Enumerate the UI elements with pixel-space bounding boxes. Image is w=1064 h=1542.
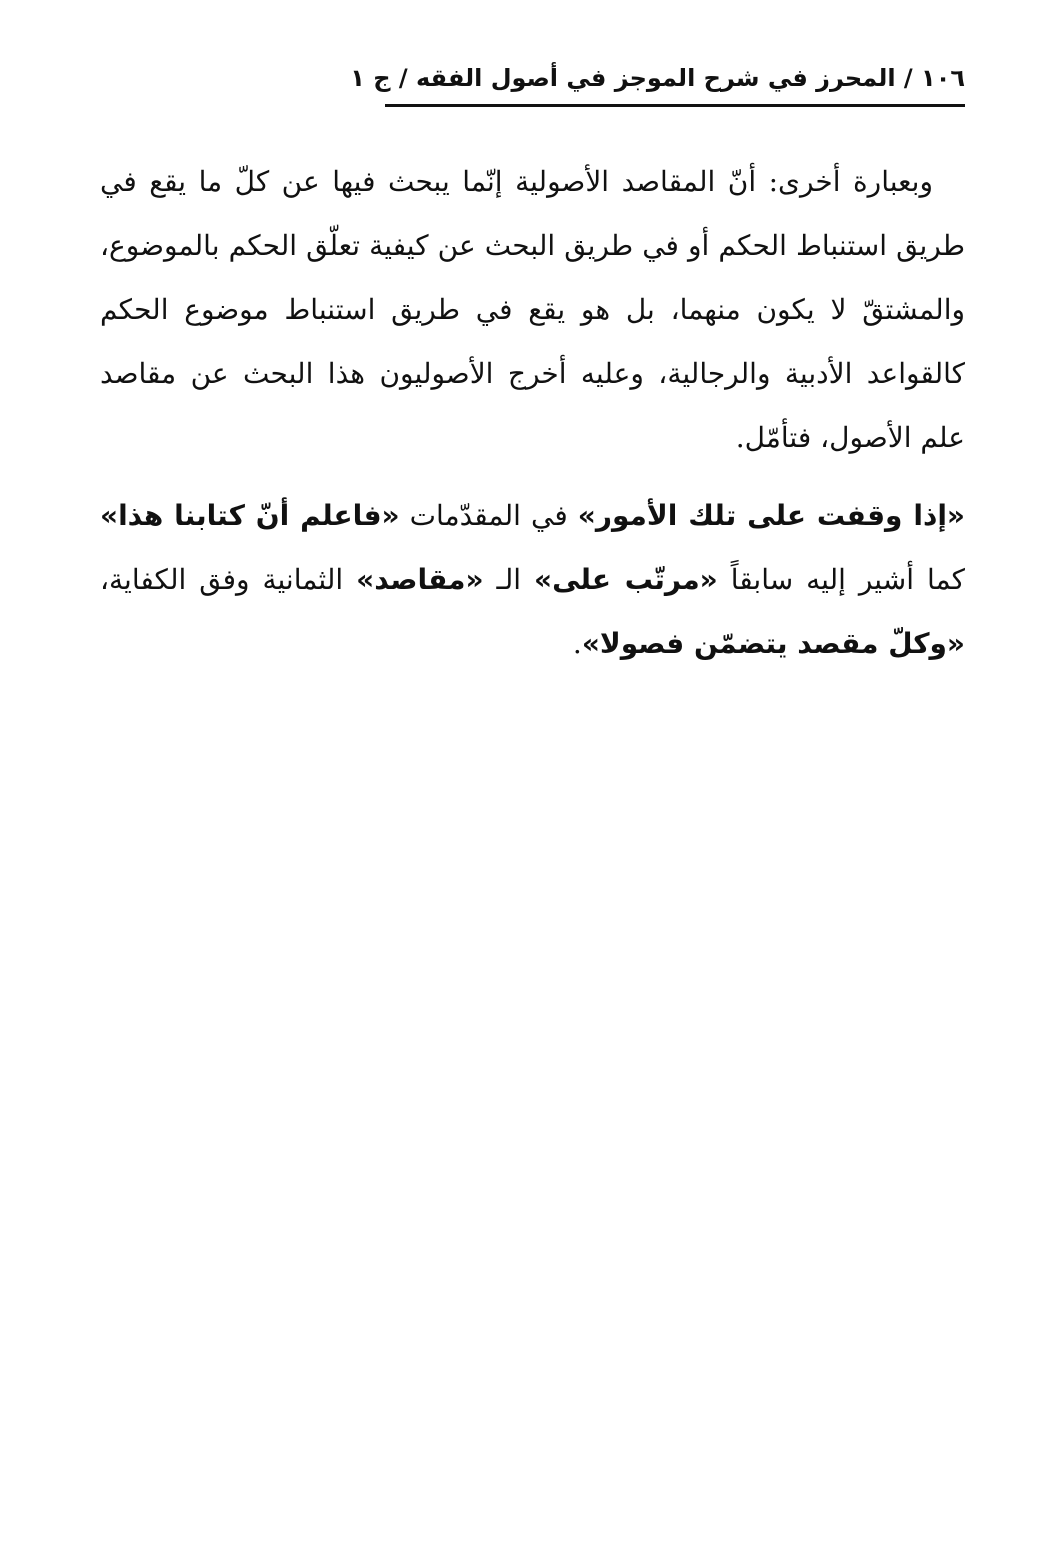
quoted-phrase: «فاعلم أنّ كتابنا هذا» — [100, 499, 400, 532]
commentary-text: الـ — [483, 563, 534, 596]
book-title: المحرز في شرح الموجز في أصول الفقه — [416, 64, 896, 92]
commentary-text: . — [572, 627, 582, 660]
page-number: ١٠٦ — [921, 64, 965, 92]
paragraph-text: وبعبارة أخرى: أنّ المقاصد الأصولية إنّما يبحث فيها عن كلّ ما يقع في طريق استنباط الحكم أو في طريق البحث عن كيفية تعلّق الحكم بالموضوع، والمشتقّ لا يكون منهما، بل هو يقع في طريق استنباط موضوع الحكم كالقواعد الأدبية والرجالية، وعليه أخرج الأصوليون هذا البحث عن مقاصد علم الأصول، فتأمّل. — [100, 165, 965, 454]
commentary-text: الثمانية وفق الكفاية، — [100, 563, 357, 596]
paragraph-2 — [100, 484, 965, 676]
commentary-text: في المقدّمات — [399, 499, 578, 532]
commentary-text: كما أشير إليه سابقاً — [717, 563, 965, 596]
header-rule — [385, 104, 965, 107]
quoted-phrase: «مرتّب على» — [534, 563, 718, 596]
volume-label: ج ١ — [350, 64, 391, 92]
body-text — [100, 150, 965, 690]
header-separator: / — [895, 64, 922, 92]
header-separator: / — [390, 64, 416, 92]
quoted-phrase: «وكلّ مقصد يتضمّن فصولا» — [581, 627, 965, 660]
quoted-phrase: «مقاصد» — [356, 563, 484, 596]
running-header — [350, 58, 965, 104]
quoted-phrase: «إذا وقفت على تلك الأمور» — [577, 499, 966, 532]
paragraph-1 — [100, 150, 965, 470]
